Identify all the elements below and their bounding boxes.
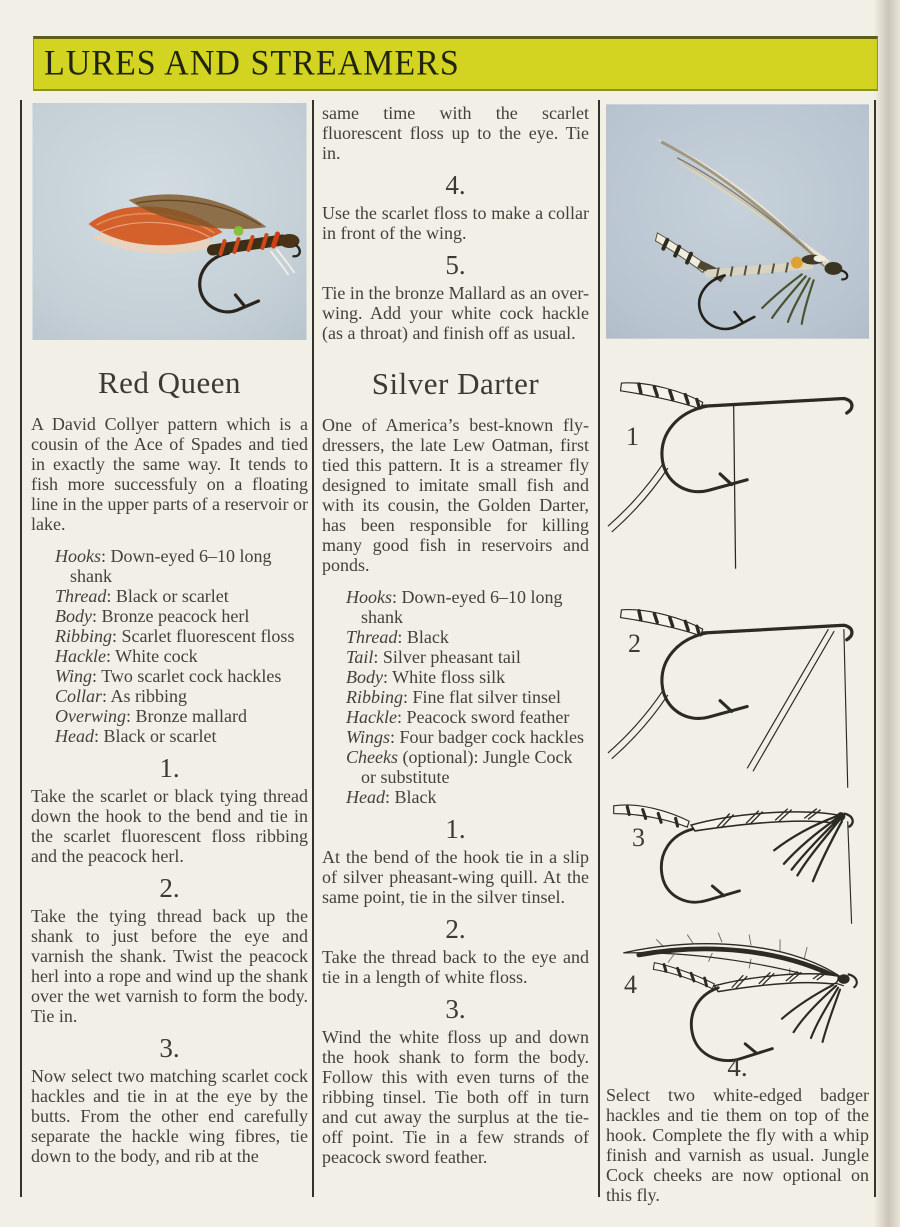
- material-value: : Silver pheasant tail: [373, 647, 521, 668]
- tying-step: [31, 1033, 308, 1166]
- tying-step: [606, 1045, 869, 1211]
- middle-column: [322, 103, 589, 1173]
- material-label: Collar: [55, 686, 103, 707]
- material-label: Ribbing: [55, 626, 112, 647]
- material-label: Head: [346, 787, 385, 808]
- material-label: Overwing: [55, 706, 126, 727]
- material-item: [346, 727, 589, 747]
- tying-step: [322, 170, 589, 243]
- material-value: : Peacock sword feather: [396, 707, 570, 728]
- tying-step: [31, 873, 308, 1026]
- material-label: Thread: [55, 586, 107, 607]
- material-value: : Black or scarlet: [106, 586, 229, 607]
- material-value: (optional): Jungle Cock or substitute: [361, 747, 573, 788]
- step-text: Use the scarlet floss to make a collar in front of the wing.: [322, 203, 589, 243]
- tying-diagram-3: [606, 789, 869, 927]
- tying-diagram-2: [606, 589, 869, 795]
- silver-darter-fly-image: [606, 103, 869, 340]
- red-queen-photo: [31, 103, 308, 340]
- material-value: : Fine flat silver tinsel: [403, 687, 561, 708]
- step-number: 4.: [727, 1052, 748, 1082]
- step-text: Tie in the bronze Mallard as an over-wing. Add your white cock hackle (as a throat) and finish off as usual.: [322, 283, 589, 343]
- material-value: : Black: [397, 627, 449, 648]
- step-text: Select two white-edged badger hackles and tie them on top of the hook. Complete the fly with a whip finish and varnish as usual. Jungle Cock cheeks are now optional on this fly.: [606, 1085, 869, 1205]
- material-item: [55, 586, 308, 606]
- material-item: [55, 546, 308, 586]
- material-item: [55, 726, 308, 746]
- diagram-number: 4: [624, 970, 637, 999]
- step-number: 1.: [445, 814, 466, 845]
- material-label: Hackle: [55, 646, 106, 667]
- material-label: Head: [55, 726, 94, 747]
- material-item: [346, 687, 589, 707]
- step-number: 2.: [445, 914, 466, 945]
- pattern-title: Silver Darter: [371, 366, 540, 401]
- tying-step: [322, 914, 589, 987]
- tying-step: [322, 994, 589, 1167]
- material-label: Hooks: [55, 546, 101, 567]
- step-number: 3.: [445, 994, 466, 1025]
- material-label: Body: [55, 606, 92, 627]
- material-item: [55, 626, 308, 646]
- material-label: Tail: [346, 647, 374, 668]
- tying-diagram-1: [606, 358, 869, 586]
- material-value: : Down-eyed 6–10 long shank: [361, 587, 563, 628]
- tying-step: [322, 814, 589, 907]
- material-item: [55, 646, 308, 666]
- material-item: [346, 707, 589, 727]
- hook-illustration-step3: [606, 789, 869, 927]
- red-queen-fly-image: [31, 103, 308, 340]
- step-number: 2.: [159, 873, 180, 904]
- material-item: [55, 666, 308, 686]
- step-number: 4.: [445, 170, 466, 200]
- materials-list: [55, 546, 308, 746]
- column-divider-left: [20, 100, 22, 1197]
- step-text: Now select two matching scarlet cock hackles and tie in at the eye by the butts. From the other end carefully separate the hackle wing fibres, tie down to the body, and rib at the: [31, 1066, 308, 1167]
- material-label: Cheeks: [346, 747, 398, 768]
- step-text: At the bend of the hook tie in a slip of silver pheasant-wing quill. At the same point, tie in the silver tinsel.: [322, 847, 589, 908]
- material-item: [346, 667, 589, 687]
- step-text: Wind the white floss up and down the hook shank to form the body. Follow this with even turns of the ribbing tinsel. Tie both off in turn and cut away the surplus at the tie-off point. Tie in a few strands of peacock sword feather.: [322, 1027, 589, 1168]
- material-value: : Black or scarlet: [94, 726, 217, 747]
- material-value: : White cock: [105, 646, 198, 667]
- step-text: Take the scarlet or black tying thread down the hook to the bend and tie in the scarlet fluorescent floss ribbing and the peacock herl.: [31, 786, 308, 867]
- column-divider-2: [598, 100, 600, 1197]
- material-label: Ribbing: [346, 687, 403, 708]
- silver-darter-photo: [606, 103, 869, 340]
- material-label: Hackle: [346, 707, 397, 728]
- material-item: [55, 706, 308, 726]
- step-text: Take the tying thread back up the shank to just before the eye and varnish the shank. Twist the peacock herl into a rope and wind up the shank over the wet varnish to form the body. Tie in.: [31, 906, 308, 1027]
- section-title: LURES AND STREAMERS: [44, 44, 460, 83]
- material-item: [55, 686, 308, 706]
- material-item: [346, 587, 589, 627]
- column-divider-right: [874, 100, 876, 1197]
- material-value: : Four badger cock hackles: [390, 727, 584, 748]
- material-value: : As ribbing: [102, 686, 188, 707]
- step-number: 5.: [445, 250, 466, 280]
- red-queen-column: [31, 103, 308, 1172]
- material-value: : Scarlet fluorescent floss: [112, 626, 295, 647]
- step-text: Take the thread back to the eye and tie in a length of white floss.: [322, 947, 589, 988]
- pattern-title: Red Queen: [97, 365, 242, 400]
- material-item: [346, 647, 589, 667]
- material-label: Hooks: [346, 587, 392, 608]
- material-label: Wings: [346, 727, 391, 748]
- material-item: [346, 787, 589, 807]
- hook-illustration-step1: [606, 358, 869, 586]
- diagram-number: 2: [628, 629, 641, 658]
- material-label: Body: [346, 667, 383, 688]
- section-header-bar: [33, 36, 878, 91]
- material-label: Wing: [55, 666, 93, 687]
- material-value: : Down-eyed 6–10 long shank: [70, 546, 272, 587]
- intro-paragraph: One of America’s best-known fly-dressers, the late Lew Oatman, first tied this pattern. It is a streamer fly designed to imitate small fish and with its cousin, the Golden Darter, has been responsible for killing many good fish in reservoirs and ponds.: [322, 415, 589, 576]
- material-item: [55, 606, 308, 626]
- continuation-paragraph: same time with the scarlet fluorescent floss up to the eye. Tie in.: [322, 103, 589, 163]
- silver-darter-column: [606, 103, 869, 1203]
- step-number: 3.: [159, 1033, 180, 1064]
- material-label: Thread: [346, 627, 398, 648]
- material-item: [346, 747, 589, 787]
- material-value: : Two scarlet cock hackles: [92, 666, 282, 687]
- step-number: 1.: [159, 753, 180, 784]
- intro-paragraph: A David Collyer pattern which is a cousin of the Ace of Spades and tied in exactly the same way. It tends to fish more successfuly on a floating line in the upper parts of a reservoir or lake.: [31, 414, 308, 535]
- tying-step: [322, 250, 589, 343]
- material-value: : Bronze mallard: [126, 706, 247, 727]
- material-value: : Black: [385, 787, 437, 808]
- tying-step: [31, 753, 308, 866]
- diagram-number: 1: [626, 422, 639, 451]
- materials-list: [346, 587, 589, 807]
- material-item: [346, 627, 589, 647]
- page-edge-shading: [874, 0, 900, 1227]
- material-value: : Bronze peacock herl: [91, 606, 250, 627]
- diagram-number: 3: [632, 823, 645, 852]
- column-divider-1: [312, 100, 314, 1197]
- hook-illustration-step2: [606, 589, 869, 795]
- material-value: : White floss silk: [382, 667, 506, 688]
